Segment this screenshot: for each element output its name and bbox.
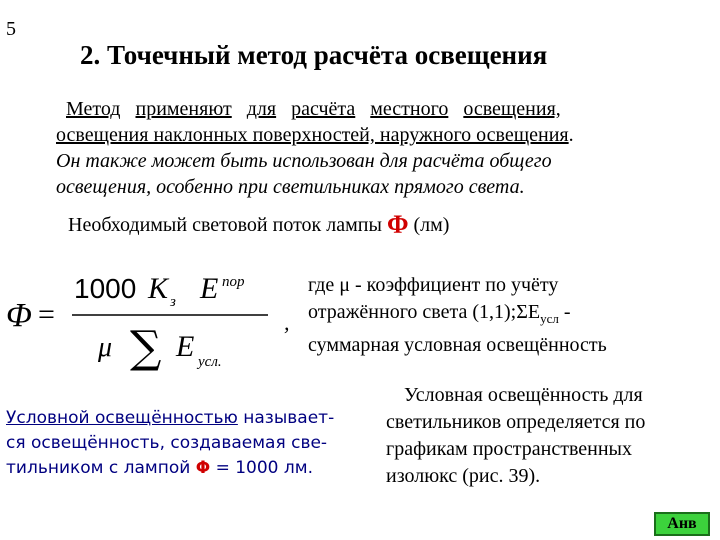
formula-E-den: E: [176, 330, 195, 363]
intro-line-4: освещения, особенно при светильниках прямого света.: [56, 176, 525, 198]
slide-title: 2. Точечный метод расчёта освещения: [80, 40, 548, 70]
where-line-3: суммарная условная освещённость: [308, 334, 607, 356]
formula-equals: =: [38, 298, 55, 331]
flux-formula: [0, 262, 300, 372]
left-line-1: Условной освещённостью называет-: [6, 408, 335, 428]
formula-E-sub: пор: [222, 274, 245, 290]
right-line-2: светильников определяется по: [386, 411, 646, 433]
right-line-3: графикам пространственных: [386, 438, 632, 460]
formula-1000: 1000: [74, 273, 137, 304]
conditional-illuminance-note: [386, 382, 645, 490]
where-explanation: [308, 272, 607, 359]
right-line-4: изолюкс (рис. 39).: [386, 465, 541, 487]
author-badge[interactable]: Анв: [654, 512, 710, 536]
flux-symbol: Φ: [386, 210, 409, 239]
formula-lhs: Φ: [6, 297, 32, 334]
intro-line-2: освещения наклонных поверхностей, наружного освещения.: [56, 124, 574, 146]
formula-E-den-sub: усл.: [198, 354, 222, 370]
formula-sigma: ∑: [130, 322, 162, 372]
left-line-3: тильником с лампой Φ = 1000 лм.: [6, 458, 314, 478]
formula-K-sub: з: [170, 294, 176, 310]
intro-line-3: Он также может быть использован для расчёта общего: [56, 150, 552, 172]
where-line-1: где μ - коэффициент по учёту: [308, 274, 559, 296]
right-line-1: Условная освещённость для: [404, 384, 643, 406]
where-line-2: отражённого света $(1,1);\Sigma E_{усл}$ -: [308, 301, 571, 326]
formula-K: K: [148, 272, 169, 305]
definition-link[interactable]: Условной освещённостью: [6, 408, 238, 428]
intro-paragraph: [56, 96, 672, 200]
conditional-illuminance-definition: [6, 406, 334, 481]
flux-line: Необходимый световой поток лампы Φ (лм): [68, 210, 450, 239]
formula-mu: μ: [98, 332, 113, 363]
left-line-2: ся освещённость, создаваемая све-: [6, 433, 328, 453]
intro-line-1: Метод применяют для расчёта местного освещения,: [66, 98, 561, 120]
formula-E: E: [200, 272, 219, 305]
slide-number: 5: [6, 18, 16, 40]
formula-comma: ,: [284, 310, 290, 335]
